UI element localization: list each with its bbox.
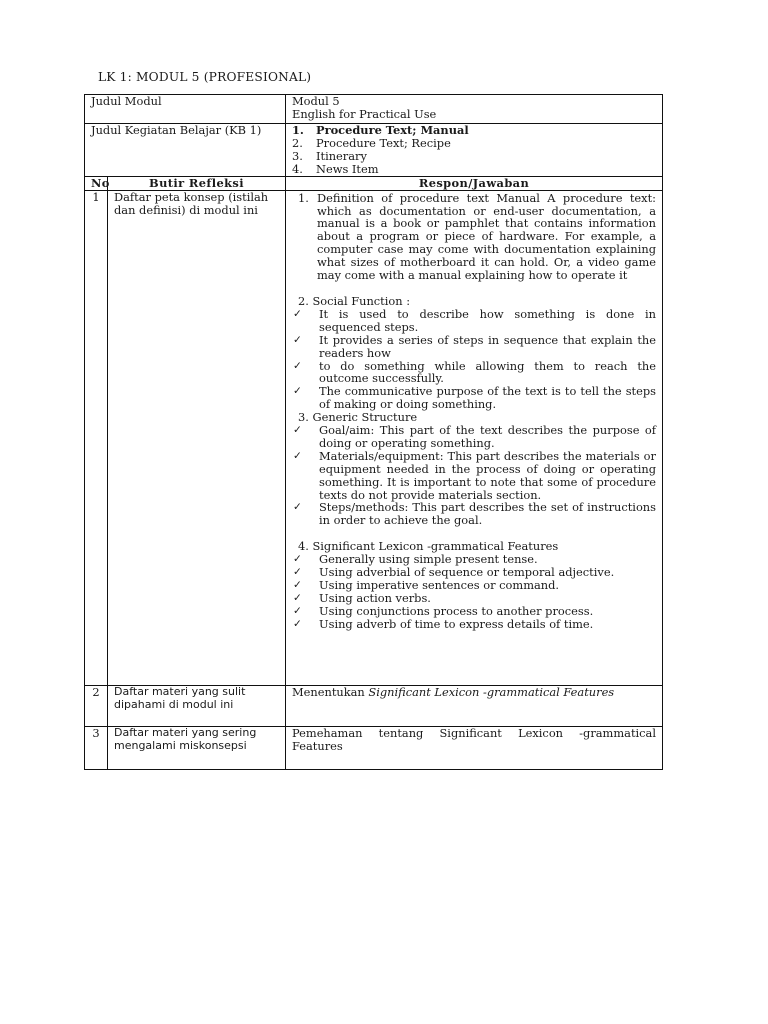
- page-title: LK 1: MODUL 5 (PROFESIONAL): [98, 70, 312, 84]
- check-mark-icon: ✓: [293, 307, 302, 320]
- kb-list-text: Procedure Text; Recipe: [316, 135, 451, 150]
- social-function-heading: 2. Social Function :: [298, 293, 411, 308]
- reflection-table: [84, 94, 663, 770]
- check-mark-icon: ✓: [293, 424, 302, 437]
- table-row: [85, 685, 663, 726]
- judul-kb-value: [286, 124, 663, 177]
- table-row: [85, 190, 663, 685]
- list-item: [292, 360, 656, 386]
- generic-structure-list: [292, 424, 656, 527]
- list-item-text: Steps/methods: This part describes the set of instructions in order to achieve the goal.: [319, 500, 656, 528]
- respon-prefix: Menentukan: [292, 684, 365, 699]
- list-item-text: Using action verbs.: [319, 590, 431, 605]
- judul-modul-row: [85, 95, 663, 124]
- list-item-text: Generally using simple present tense.: [319, 552, 538, 567]
- check-mark-icon: ✓: [293, 385, 302, 398]
- list-item: [292, 618, 656, 631]
- kb-list-item: [292, 163, 656, 176]
- row-respon: Pemehaman tentang Significant Lexicon -grammatical Features: [286, 726, 663, 769]
- judul-modul-value: [286, 95, 663, 124]
- header-no: No: [85, 176, 108, 190]
- kb-list-num: 3.: [292, 148, 303, 163]
- check-mark-icon: ✓: [293, 579, 302, 591]
- kb-list: [292, 124, 656, 176]
- table-header-row: [85, 176, 663, 190]
- row-no: 1: [85, 190, 108, 685]
- check-mark-icon: ✓: [293, 604, 302, 617]
- check-mark-icon: ✓: [293, 449, 302, 462]
- list-item: [292, 592, 656, 605]
- list-item-text: to do something while allowing them to reach the outcome successfully.: [319, 358, 656, 386]
- kb-list-text: Procedure Text; Manual: [316, 123, 469, 137]
- list-item: [292, 424, 656, 450]
- header-butir: Butir Refleksi: [108, 176, 286, 190]
- social-function-list: [292, 308, 656, 411]
- kb-list-num: 1.: [292, 123, 304, 137]
- row-butir: Daftar materi yang sulit dipahami di modul ini: [108, 685, 286, 726]
- list-item-text: It is used to describe how something is done in sequenced steps.: [319, 306, 656, 334]
- judul-kb-row: [85, 124, 663, 177]
- row-butir: Daftar peta konsep (istilah dan definisi) di modul ini: [108, 190, 286, 685]
- row-butir: Daftar materi yang sering mengalami miskonsepsi: [108, 726, 286, 769]
- list-item: [292, 385, 656, 411]
- list-item: [292, 450, 656, 502]
- row-no: 3: [85, 726, 108, 769]
- judul-kb-label: Judul Kegiatan Belajar (KB 1): [85, 124, 286, 177]
- kb-list-num: 2.: [292, 135, 303, 150]
- list-item-text: Goal/aim: This part of the text describes the purpose of doing or operating something.: [319, 423, 656, 450]
- list-item: [292, 501, 656, 527]
- check-mark-icon: ✓: [293, 501, 302, 514]
- list-item: [292, 605, 656, 618]
- check-mark-icon: ✓: [293, 591, 302, 604]
- table-row: [85, 726, 663, 769]
- list-item-text: It provides a series of steps in sequence that explain the readers how: [319, 332, 656, 360]
- list-item-text: Materials/equipment: This part describes the materials or equipment needed in the process of doing or operating something. It is important to note that some of procedure texts do not provide materials section.: [319, 448, 656, 502]
- respon-italic: Significant Lexicon -grammatical Features: [368, 684, 615, 699]
- header-respon: Respon/Jawaban: [286, 176, 663, 190]
- judul-modul-value-line2: English for Practical Use: [292, 106, 437, 121]
- check-mark-icon: ✓: [293, 333, 302, 346]
- list-item-text: Using conjunctions process to another process.: [319, 603, 594, 618]
- judul-modul-value-line1: Modul 5: [292, 94, 340, 108]
- check-mark-icon: ✓: [293, 359, 302, 372]
- row-respon: [286, 190, 663, 685]
- check-mark-icon: ✓: [293, 617, 302, 630]
- definition-num: 1.: [298, 190, 309, 205]
- kb-list-item: [292, 137, 656, 150]
- lexicon-list: [292, 553, 656, 630]
- definition-block: [298, 192, 656, 282]
- check-mark-icon: ✓: [293, 566, 302, 579]
- list-item-text: Using imperative sentences or command.: [319, 578, 560, 592]
- lexicon-heading: 4. Significant Lexicon -grammatical Features: [298, 539, 559, 554]
- kb-list-item: [292, 150, 656, 163]
- list-item-text: Using adverb of time to express details of time.: [319, 616, 594, 631]
- check-mark-icon: ✓: [293, 553, 302, 566]
- definition-text: Definition of procedure text Manual A procedure text: which as documentation or end-user documentation, a manual is a book or pamphlet that contains information about a program or piece of hardware. For example, a computer case may come with documentation explaining what sizes of motherboard it can hold. Or, a video game may come with a manual explaining how to operate it: [317, 190, 656, 283]
- kb-list-item: [292, 124, 656, 137]
- kb-list-text: Itinerary: [316, 148, 367, 163]
- list-item: [292, 308, 656, 334]
- row-no: 2: [85, 685, 108, 726]
- list-item-text: The communicative purpose of the text is to tell the steps of making or doing something.: [319, 384, 656, 412]
- kb-list-num: 4.: [292, 161, 303, 176]
- generic-structure-heading: 3. Generic Structure: [298, 410, 418, 425]
- list-item-text: Using adverbial of sequence or temporal adjective.: [319, 565, 615, 580]
- judul-modul-label: Judul Modul: [85, 95, 286, 124]
- row-respon: [286, 685, 663, 726]
- list-item: [292, 579, 656, 592]
- kb-list-text: News Item: [316, 161, 379, 176]
- list-item: [292, 334, 656, 360]
